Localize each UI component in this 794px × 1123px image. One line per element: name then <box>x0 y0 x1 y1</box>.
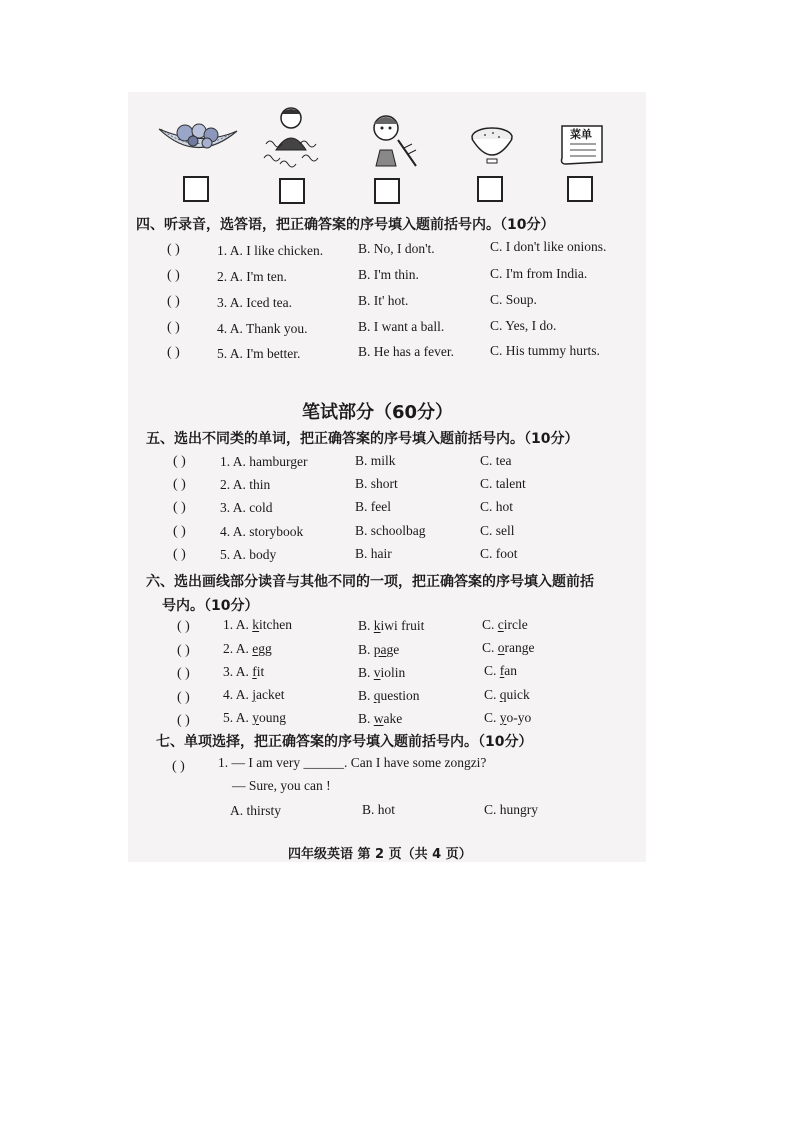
option-a: 2. A. egg <box>223 641 272 656</box>
answer-paren[interactable]: ( ) <box>177 619 190 634</box>
boy-feeling-cold-picture <box>260 104 322 174</box>
option-c: C. His tummy hurts. <box>490 343 600 358</box>
option-c: C. tea <box>480 453 512 468</box>
answer-paren[interactable]: ( ) <box>173 547 186 562</box>
option-a: 1. A. I like chicken. <box>217 243 324 258</box>
option-a: 1. A. kitchen <box>223 617 293 632</box>
option-b: B. feel <box>355 499 391 514</box>
option-c: C. circle <box>482 617 528 632</box>
answer-paren[interactable]: ( ) <box>173 477 186 492</box>
option-b: B. No, I don't. <box>358 241 435 256</box>
menu-label: 菜单 <box>570 128 592 141</box>
answer-paren[interactable]: ( ) <box>177 713 190 728</box>
option-a: 4. A. jacket <box>223 687 285 702</box>
option-a: 3. A. cold <box>220 500 273 515</box>
option-b: B. It' hot. <box>358 293 409 308</box>
answer-paren[interactable]: ( ) <box>173 500 186 515</box>
option-c: C. I'm from India. <box>490 266 588 281</box>
section-7-title: 七、单项选择，把正确答案的序号填入题前括号内。（10分） <box>156 734 533 750</box>
option-c: C. hot <box>480 499 514 514</box>
question-1-reply: — Sure, you can ! <box>232 778 331 793</box>
option-b: B. He has a fever. <box>358 344 454 359</box>
answer-paren[interactable]: ( ) <box>167 242 180 257</box>
girl-feeling-hot-picture <box>366 110 422 172</box>
section-4-title: 四、听录音，选答语，把正确答案的序号填入题前括号内。（10分） <box>136 217 555 233</box>
section-6-title-line-1: 六、选出画线部分读音与其他不同的一项，把正确答案的序号填入题前括 <box>146 574 594 590</box>
option-c: C. talent <box>480 476 526 491</box>
option-c: C. orange <box>482 640 535 655</box>
option-a: 5. A. body <box>220 547 277 562</box>
option-a: 2. A. I'm ten. <box>217 269 287 284</box>
question-1-option-b: B. hot <box>362 802 396 817</box>
option-a: 3. A. fit <box>223 664 265 679</box>
option-c: C. Soup. <box>490 292 537 307</box>
answer-box-2[interactable] <box>279 178 305 204</box>
answer-paren[interactable]: ( ) <box>167 320 180 335</box>
option-b: B. schoolbag <box>355 523 426 538</box>
answer-box-3[interactable] <box>374 178 400 204</box>
option-b: B. short <box>355 476 398 491</box>
option-b: B. kiwi fruit <box>358 618 425 633</box>
option-b: B. wake <box>358 711 403 726</box>
answer-paren[interactable]: ( ) <box>177 690 190 705</box>
option-c: C. Yes, I do. <box>490 318 557 333</box>
section-5-title: 五、选出不同类的单词，把正确答案的序号填入题前括号内。（10分） <box>146 431 579 447</box>
option-b: B. milk <box>355 453 396 468</box>
answer-paren[interactable]: ( ) <box>172 759 185 774</box>
option-a: 2. A. thin <box>220 477 271 492</box>
answer-box-4[interactable] <box>477 176 503 202</box>
option-a: 5. A. young <box>223 710 287 725</box>
answer-paren[interactable]: ( ) <box>167 345 180 360</box>
option-c: C. quick <box>484 687 530 702</box>
option-a: 5. A. I'm better. <box>217 346 301 361</box>
option-b: B. I'm thin. <box>358 267 419 282</box>
answer-paren[interactable]: ( ) <box>167 268 180 283</box>
option-b: B. page <box>358 642 400 657</box>
section-6-title-line-2: 号内。（10分） <box>162 598 259 614</box>
answer-paren[interactable]: ( ) <box>173 524 186 539</box>
question-1-option-c: C. hungry <box>484 802 538 817</box>
option-a: 4. A. storybook <box>220 524 304 539</box>
question-1-option-a: A. thirsty <box>230 803 282 818</box>
option-b: B. question <box>358 688 420 703</box>
option-c: C. fan <box>484 663 518 678</box>
option-c: C. foot <box>480 546 518 561</box>
answer-paren[interactable]: ( ) <box>173 454 186 469</box>
option-a: 3. A. Iced tea. <box>217 295 292 310</box>
option-c: C. sell <box>480 523 515 538</box>
option-b: B. hair <box>355 546 392 561</box>
option-b: B. I want a ball. <box>358 319 445 334</box>
answer-box-5[interactable] <box>567 176 593 202</box>
option-c: C. I don't like onions. <box>490 239 607 254</box>
plate-of-food-picture <box>157 117 239 161</box>
answer-paren[interactable]: ( ) <box>177 643 190 658</box>
question-1-text: 1. — I am very ______. Can I have some zongzi? <box>218 755 487 770</box>
option-b: B. violin <box>358 665 406 680</box>
option-c: C. yo-yo <box>484 710 532 725</box>
answer-paren[interactable]: ( ) <box>167 294 180 309</box>
bowl-of-rice-picture <box>467 125 517 165</box>
page-footer: 四年级英语 第 2 页（共 4 页） <box>288 847 472 862</box>
written-part-title: 笔试部分（60分） <box>302 402 454 423</box>
answer-paren[interactable]: ( ) <box>177 666 190 681</box>
option-a: 1. A. hamburger <box>220 454 308 469</box>
answer-box-1[interactable] <box>183 176 209 202</box>
option-a: 4. A. Thank you. <box>217 321 308 336</box>
